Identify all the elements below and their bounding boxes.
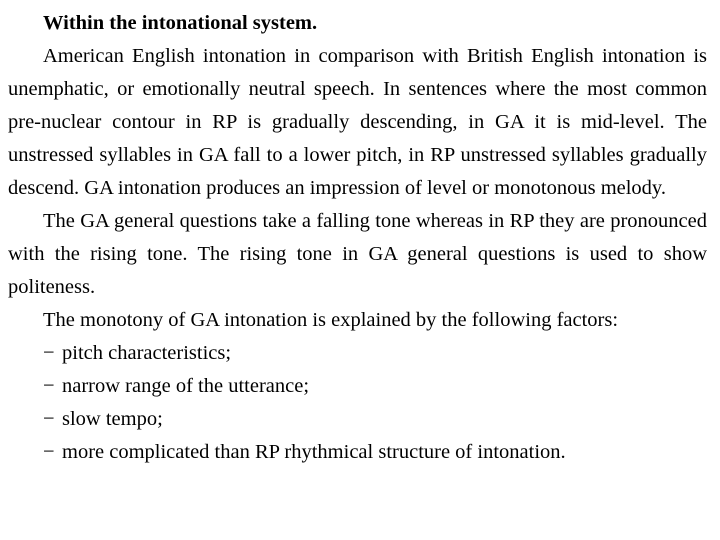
list-item [8,403,707,436]
paragraph-general-questions: The GA general questions take a falling tone whereas in RP they are pronounced with the rising tone. The rising tone in GA general questions is used to show politeness. [8,210,707,298]
section-heading: Within the intonational system. [43,12,318,34]
document-page [8,7,707,469]
list-item-text: pitch characteristics; [62,342,232,364]
list-item [8,337,707,370]
list-item-text: narrow range of the utterance; [62,375,310,397]
list-item [8,370,707,403]
paragraph-monotony-factors: The monotony of GA intonation is explained by the following factors: [43,309,619,331]
dash-marker: − [43,408,55,430]
list-item [8,436,707,469]
paragraph-intonation-comparison: American English intonation in comparison with British English intonation is unemphatic, or emotionally neutral speech. In sentences where the most common pre-nuclear contour in RP is gradually descending, in GA it is mid-level. The unstressed syllables in GA fall to a lower pitch, in RP unstressed syllables gradually descend. GA intonation produces an impression of level or monotonous melody. [8,45,707,199]
dash-marker: − [43,342,55,364]
list-item-text: slow tempo; [62,408,163,430]
dash-marker: − [43,375,55,397]
dash-marker: − [43,441,55,463]
list-item-text: more complicated than RP rhythmical structure of intonation. [62,441,566,463]
factors-list [8,337,707,469]
